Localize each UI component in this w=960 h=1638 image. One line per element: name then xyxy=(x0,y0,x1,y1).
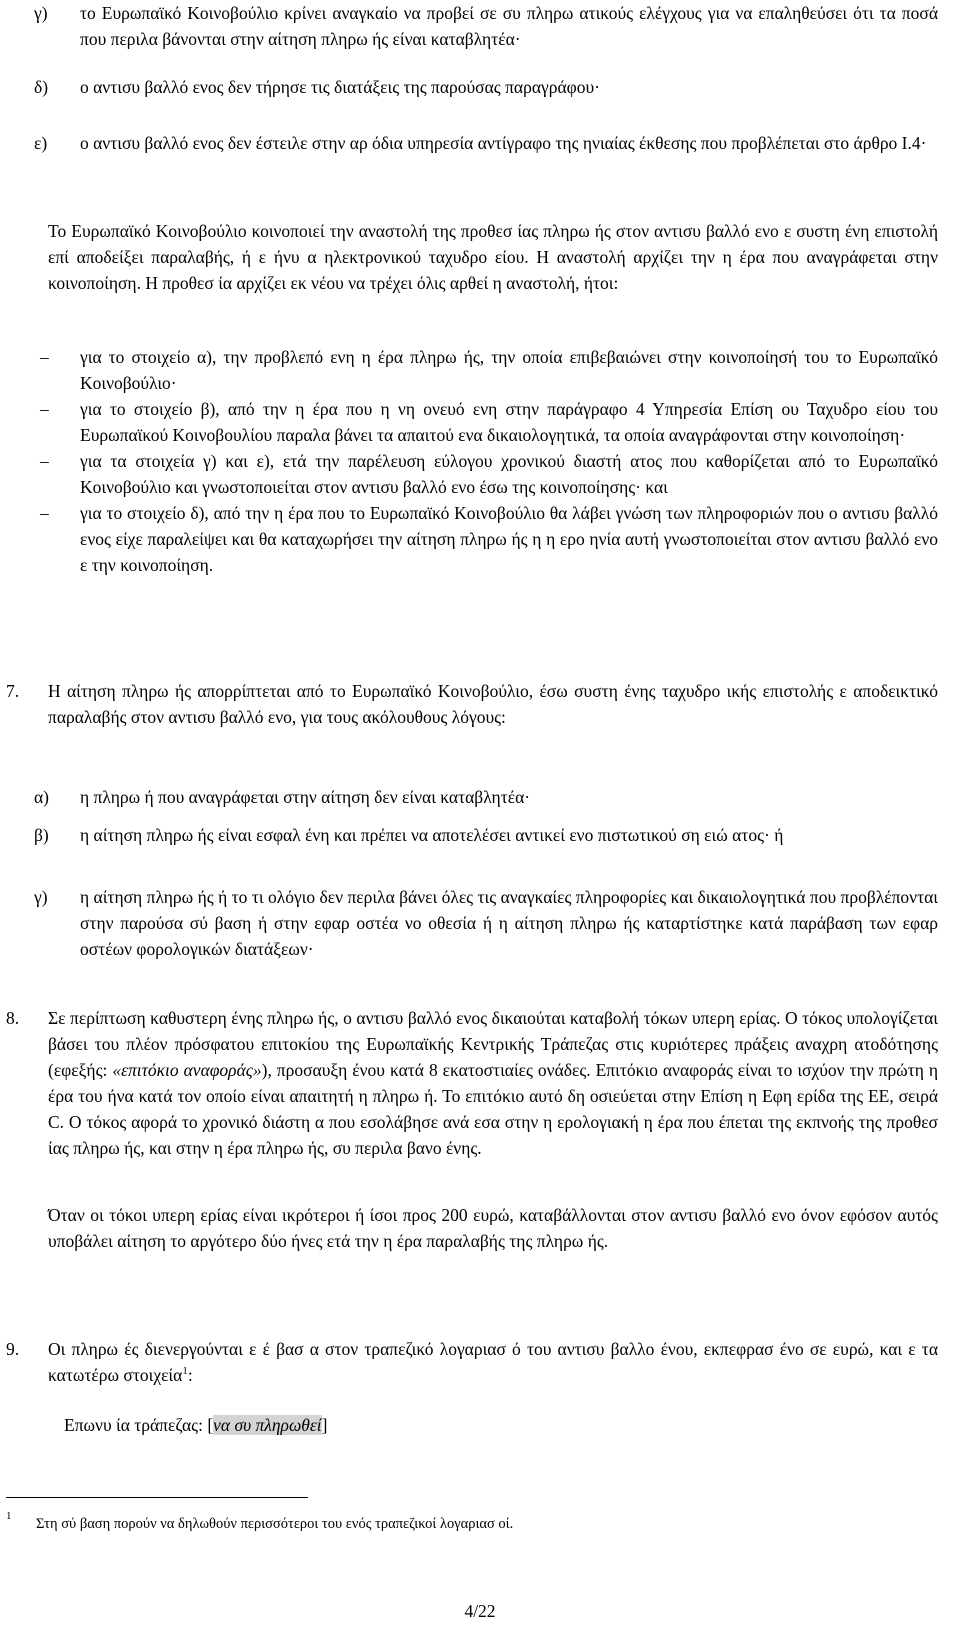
list-marker: δ) xyxy=(34,77,49,97)
list-marker: γ) xyxy=(34,3,48,23)
section-number-9: 9. xyxy=(6,1339,20,1359)
section-9-text-end: : xyxy=(187,1365,193,1385)
list-item-text: ο αντισυ βαλλό ενος δεν τήρησε τις διατάξεις της παρούσας παραγράφου· xyxy=(80,77,600,97)
footnote-marker: 1 xyxy=(6,1510,12,1522)
section-7-item-alpha xyxy=(34,784,938,810)
list-marker: α) xyxy=(34,787,49,807)
reference-rate-term: «επιτόκιο αναφοράς» xyxy=(112,1060,262,1080)
list-marker: γ) xyxy=(34,887,48,907)
section-8-paragraph-2: Όταν οι τόκοι υπερη ερίας είναι ικρότεροι ή ίσοι προς 200 ευρώ, καταβάλλονται στον αντισυ βαλλό ενο όνον εφόσον αυτός υποβάλει αίτηση το αργότερο δύο ήνες ετά την η έρα παραλαβής της πληρω ής. xyxy=(48,1205,938,1251)
section-7-item-beta xyxy=(34,822,938,848)
section-number-8: 8. xyxy=(6,1008,20,1028)
list-marker: ε) xyxy=(34,133,48,153)
list-item-text: η αίτηση πληρω ής είναι εσφαλ ένη και πρέπει να αποτελέσει αντικεί ενο πιστωτικού ση ειώ ατος· ή xyxy=(80,825,784,845)
list-item-epsilon xyxy=(34,130,938,156)
list-item-text: ο αντισυ βαλλό ενος δεν έστειλε στην αρ όδια υπηρεσία αντίγραφο της ηνιαίας έκθεσης που προβλέπεται στο άρθρο I.4· xyxy=(80,133,927,153)
section-9-text-body: Οι πληρω ές διενεργούνται ε έ βασ α στον τραπεζικό λογαριασ ό του αντισυ βαλλο ένου, εκπεφρασ ένο σε ευρώ, και ε τα κατωτέρω στοιχεία xyxy=(48,1339,938,1385)
list-item-gamma xyxy=(34,0,938,52)
dash-list xyxy=(34,344,938,578)
bank-name-label: Επωνυ ία τράπεζας: [ xyxy=(64,1415,214,1435)
section-8-text xyxy=(48,1005,938,1161)
suspension-paragraph: Το Ευρωπαϊκό Κοινοβούλιο κοινοποιεί την αναστολή της προθεσ ίας πληρω ής στον αντισυ βαλλό ενο ε συστη ένη επιστολή επί αποδείξει παραλαβής, ή ε ήνυ α ηλεκτρονικού ταχυδρο είου. Η αναστολή αρχίζει την η έρα που αναγράφεται στην κοινοποίηση. Η προθεσ ία αρχίζει εκ νέου να τρέχει όλις αρθεί η αναστολή, ήτοι: xyxy=(48,221,938,293)
footnote-text: Στη σύ βαση πορούν να δηλωθούν περισσότεροι του ενός τραπεζικοί λογαριασ οί. xyxy=(36,1516,514,1532)
list-item-text: η πληρω ή που αναγράφεται στην αίτηση δεν είναι καταβλητέα· xyxy=(80,787,531,807)
footnote-reference: 1 xyxy=(182,1365,188,1377)
dash-item: – για το στοιχείο β), από την η έρα που η νη ονευό ενη στην παράγραφο 4 Υπηρεσία Επίση ου Ταχυδρο είου του Ευρωπαϊκού Κοινοβουλίου παραλα βάνει τα απαιτού ενα δικαιολογητικά, τα οποία αναγράφονται στην κοινοποίηση· xyxy=(34,396,938,448)
footnote xyxy=(6,1510,514,1534)
section-9-text xyxy=(48,1336,938,1388)
bank-name-placeholder[interactable]: να συ πληρωθεί xyxy=(213,1415,322,1435)
section-number-7: 7. xyxy=(6,681,20,701)
section-8-text-part1: Σε περίπτωση καθυστερη ένης πληρω ής, ο αντισυ βαλλό ενος δικαιούται καταβολή τόκων υπερη ερίας. Ο τόκος υπολογίζεται βάσει του πλέον πρόσφατου επιτοκίου της Ευρωπαϊκής Κεντρικής Τράπεζας στις κυριότερες πράξεις αναχρη ατοδότησης (εφεξής: xyxy=(48,1008,938,1080)
dash-item: – για τα στοιχεία γ) και ε), ετά την παρέλευση εύλογου χρονικού διαστή ατος που καθορίζεται από το Ευρωπαϊκό Κοινοβούλιο και γνωστοποιείται στον αντισυ βαλλό ενο έσω της κοινοποίησης· και xyxy=(34,448,938,500)
footnote-divider xyxy=(6,1497,308,1498)
list-item-text: η αίτηση πληρω ής ή το τι ολόγιο δεν περιλα βάνει όλες τις αναγκαίες πληροφορίες και δικαιολογητικά που προβλέπονται στην παρούσα σύ βαση ή στην εφαρ οστέα νο οθεσία ή η αίτηση πληρω ής καταρτίστηκε κατά παράβαση των εφαρ οστέων φορολογικών διατάξεων· xyxy=(80,887,938,959)
dash-item: – για το στοιχείο α), την προβλεπό ενη η έρα πληρω ής, την οποία επιβεβαιώνει στην κοινοποίησή του το Ευρωπαϊκό Κοινοβούλιο· xyxy=(34,344,938,396)
bank-name-bracket: ] xyxy=(321,1415,328,1435)
list-marker: β) xyxy=(34,825,49,845)
bank-name-line xyxy=(64,1412,328,1438)
section-8-text-part2: ), προσαυξη ένου κατά 8 εκατοστιαίες ονάδες. Επιτόκιο αναφοράς είναι το ισχύον την πρώτη η έρα του ήνα κατά τον οποίο είναι απαιτητή η πληρω ή. Το επιτόκιο αυτό δη οσιεύεται στην Επίση η Εφη ερίδα της ΕΕ, σειρά C. Ο τόκος αφορά το χρονικό διάστη α που εσολάβησε ανά εσα στην η ερολογιακή η έρα που έπεται της εκπνοής της προθεσ ίας πληρω ής, και στην η έρα πληρω ής, συ περιλα βανο ένης. xyxy=(48,1060,938,1158)
list-item-delta xyxy=(34,74,938,100)
list-item-text: το Ευρωπαϊκό Κοινοβούλιο κρίνει αναγκαίο να προβεί σε συ πληρω ατικούς ελέγχους για να επαληθεύσει ότι τα ποσά που περιλα βάνονται στην αίτηση πληρω ής είναι καταβλητέα· xyxy=(80,3,938,49)
page-number: 4/22 xyxy=(464,1601,496,1621)
dash-item: – για το στοιχείο δ), από την η έρα που το Ευρωπαϊκό Κοινοβούλιο θα λάβει γνώση των πληροφοριών που ο αντισυ βαλλό ενος είχε παραλείψει και θα καταχωρήσει την αίτηση πληρω ής η η ερο ηνία αυτή γνωστοποιείται στον αντισυ βαλλό ενο ε την κοινοποίηση. xyxy=(34,500,938,578)
section-7-text: Η αίτηση πληρω ής απορρίπτεται από το Ευρωπαϊκό Κοινοβούλιο, έσω συστη ένης ταχυδρο ικής επιστολής ε αποδεικτικό παραλαβής στον αντισυ βαλλό ενο, για τους ακόλουθους λόγους: xyxy=(48,681,938,727)
section-7-item-gamma xyxy=(34,884,938,962)
